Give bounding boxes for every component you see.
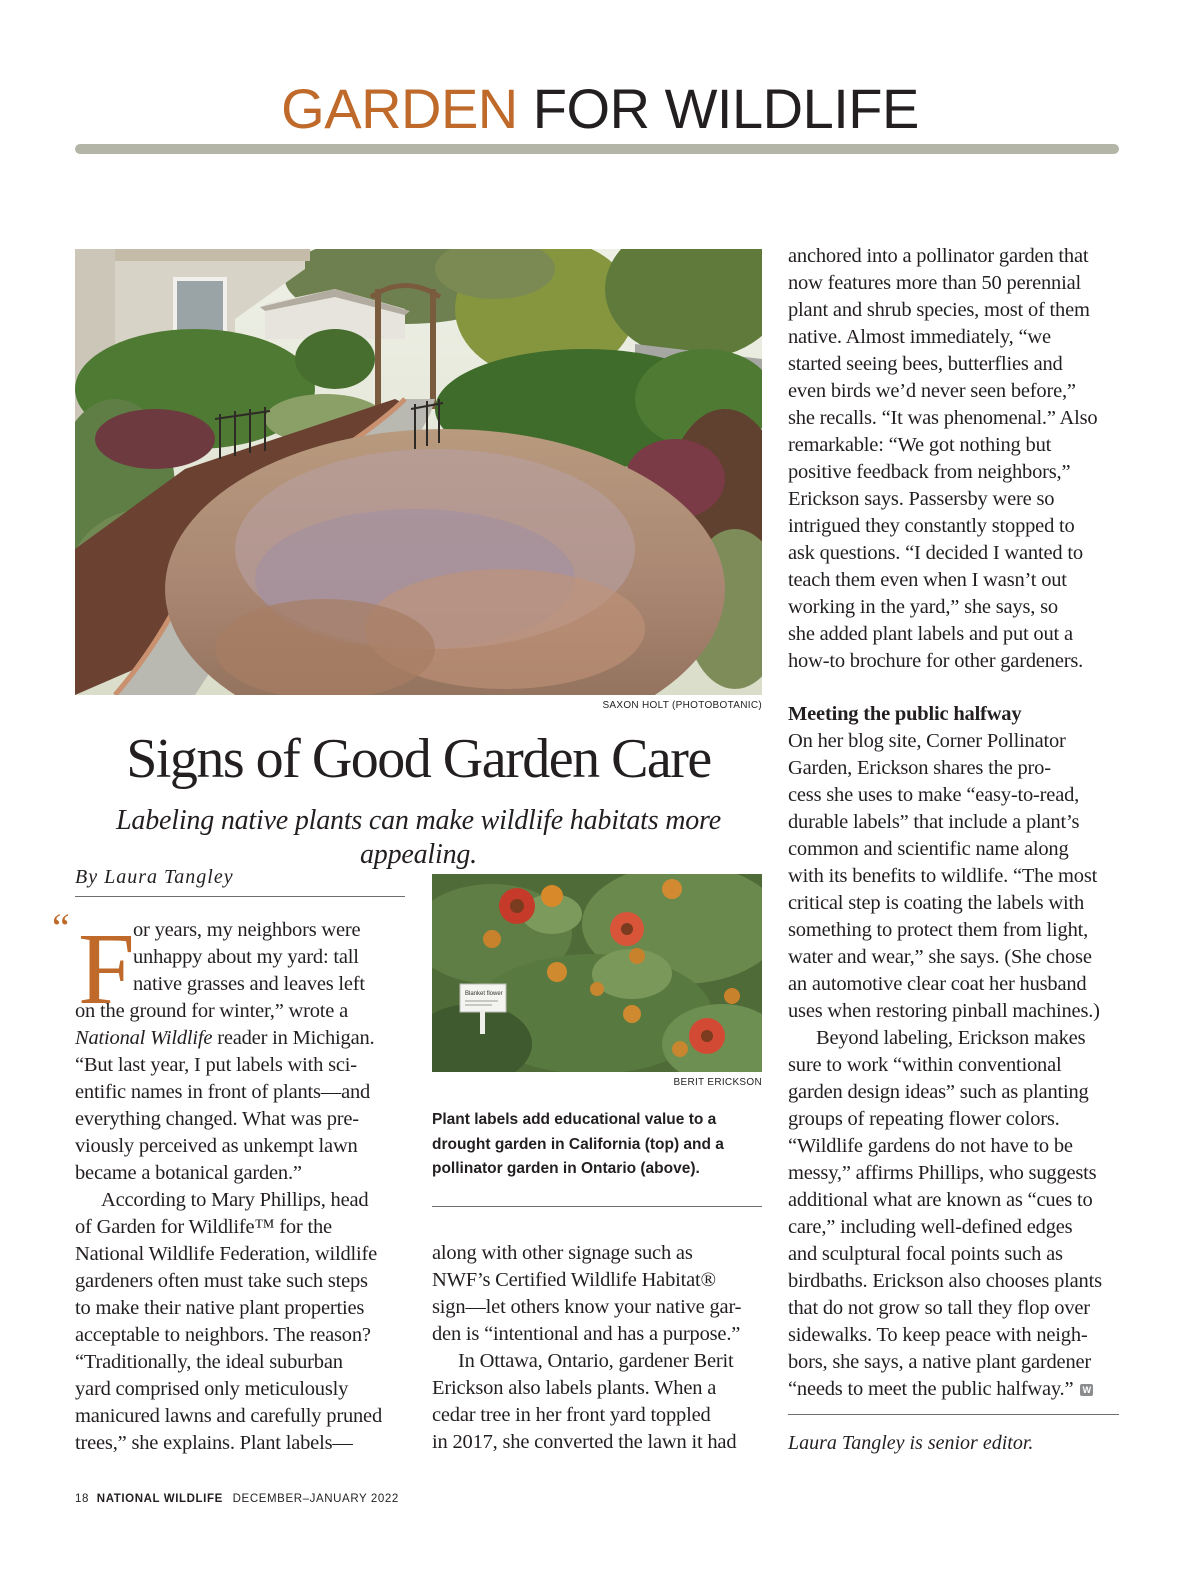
body-line: that do not grow so tall they flop over (788, 1297, 1090, 1319)
byline: By Laura Tangley (75, 866, 234, 888)
body-line: she recalls. “It was phenomenal.” Also (788, 407, 1098, 429)
publication-name: National Wildlife (75, 1027, 213, 1049)
body-line: “Wildlife gardens do not have to be (788, 1135, 1073, 1157)
body-line: sidewalks. To keep peace with neigh- (788, 1324, 1088, 1346)
body-line: ask questions. “I decided I wanted to (788, 542, 1083, 564)
body-line: groups of repeating flower colors. (788, 1108, 1060, 1130)
page-footer (75, 1491, 399, 1507)
body-line: plant and shrub species, most of them (788, 299, 1090, 321)
body-line: everything changed. What was pre- (75, 1108, 359, 1130)
section-header-accent-word: GARDEN (281, 77, 518, 140)
body-line: native. Almost immediately, “we (788, 326, 1051, 348)
body-line: Erickson also labels plants. When a (432, 1377, 717, 1399)
body-line: Beyond labeling, Erickson makes (816, 1027, 1086, 1049)
body-line: cedar tree in her front yard toppled (432, 1404, 711, 1426)
body-line: even birds we’d never seen before,” (788, 380, 1076, 402)
body-line: with its benefits to wildlife. “The most (788, 865, 1098, 887)
body-text: “needs to meet the public halfway.” (788, 1378, 1074, 1400)
body-line: additional what are known as “cues to (788, 1189, 1093, 1211)
body-line: on the ground for winter,” wrote a (75, 1000, 349, 1022)
garden-photo-california (75, 249, 762, 695)
body-line: sign—let others know your native gar- (432, 1296, 742, 1318)
body-line: anchored into a pollinator garden that (788, 245, 1089, 267)
caption-line: pollinator garden in Ontario (above). (432, 1160, 700, 1177)
drop-cap: F (78, 913, 135, 1026)
body-line: bors, she says, a native plant gardener (788, 1351, 1092, 1373)
body-line: working in the yard,” she says, so (788, 596, 1058, 618)
body-line: acceptable to neighbors. The reason? (75, 1324, 371, 1346)
bio-divider (788, 1414, 1119, 1415)
body-line: or years, my neighbors were (133, 919, 361, 941)
body-line: common and scientific name along (788, 838, 1069, 860)
body-line: yard comprised only meticulously (75, 1378, 349, 1400)
issue-date: DECEMBER–JANUARY 2022 (232, 1493, 399, 1505)
body-line: manicured lawns and carefully pruned (75, 1405, 383, 1427)
body-line: water and wear,” she says. (She chose (788, 946, 1092, 968)
body-line: she added plant labels and put out a (788, 623, 1073, 645)
caption-line: drought garden in California (top) and a (432, 1135, 724, 1153)
magazine-name: NATIONAL WILDLIFE (96, 1493, 223, 1505)
byline-divider (75, 896, 405, 897)
plant-label-text: Blanket flower (465, 991, 503, 997)
body-line: intrigued they constantly stopped to (788, 515, 1075, 537)
body-line (75, 1025, 415, 1052)
end-mark-icon: W (1080, 1384, 1093, 1396)
body-line: of Garden for Wildlife™ for the (75, 1216, 332, 1238)
body-line: birdbaths. Erickson also chooses plants (788, 1270, 1102, 1292)
body-line: native grasses and leaves left (133, 973, 365, 995)
photo-credit-bottom: BERIT ERICKSON (673, 1077, 762, 1088)
body-line: sure to work “within conventional (788, 1054, 1062, 1076)
body-line: durable labels” that include a plant’s (788, 811, 1080, 833)
section-header-word: FOR WILDLIFE (517, 77, 919, 140)
body-line: and sculptural focal points such as (788, 1243, 1063, 1265)
body-line: den is “intentional and has a purpose.” (432, 1323, 741, 1345)
author-bio: Laura Tangley is senior editor. (788, 1432, 1034, 1454)
drop-quote-mark: “ (52, 905, 70, 950)
body-line: entific names in front of plants—and (75, 1081, 371, 1103)
caption-divider (432, 1206, 762, 1207)
body-line: in 2017, she converted the lawn it had (432, 1431, 737, 1453)
header-divider (75, 144, 1119, 154)
body-line: NWF’s Certified Wildlife Habitat® (432, 1269, 716, 1291)
garden-photo-ontario (432, 874, 762, 1072)
body-line: now features more than 50 perennial (788, 272, 1081, 294)
body-line (788, 1376, 1128, 1403)
section-header (0, 78, 1200, 140)
body-line: positive feedback from neighbors,” (788, 461, 1071, 483)
body-line: remarkable: “We got nothing but (788, 434, 1052, 456)
body-line: viously perceived as unkempt lawn (75, 1135, 358, 1157)
article-headline: Signs of Good Garden Care (126, 728, 711, 790)
body-column-3 (788, 243, 1128, 675)
body-column-1 (75, 913, 415, 1457)
body-line: cess she uses to make “easy-to-read, (788, 784, 1080, 806)
body-line: messy,” affirms Phillips, who suggests (788, 1162, 1097, 1184)
body-line: an automotive clear coat her husband (788, 973, 1087, 995)
body-line: According to Mary Phillips, head (101, 1189, 369, 1211)
body-line: National Wildlife Federation, wildlife (75, 1243, 378, 1265)
body-line: unhappy about my yard: tall (133, 946, 359, 968)
body-line: Garden, Erickson shares the pro- (788, 757, 1051, 779)
body-line: care,” including well-defined edges (788, 1216, 1073, 1238)
body-line: became a botanical garden.” (75, 1162, 302, 1184)
photo-caption (432, 1108, 762, 1182)
body-line: Erickson says. Passersby were so (788, 488, 1055, 510)
photo-credit-top: SAXON HOLT (PHOTOBOTANIC) (602, 700, 762, 711)
subhead (788, 701, 1128, 728)
body-line: “Traditionally, the ideal suburban (75, 1351, 343, 1373)
body-line: along with other signage such as (432, 1242, 693, 1264)
body-line: gardeners often must take such steps (75, 1270, 368, 1292)
body-line: garden design ideas” such as planting (788, 1081, 1089, 1103)
body-line: something to protect them from light, (788, 919, 1089, 941)
body-line: started seeing bees, butterflies and (788, 353, 1063, 375)
page-number: 18 (75, 1493, 89, 1505)
body-line: “But last year, I put labels with sci- (75, 1054, 357, 1076)
article-deck: Labeling native plants can make wildlife habitats more appealing. (116, 805, 721, 870)
body-line: teach them even when I wasn’t out (788, 569, 1067, 591)
caption-line: Plant labels add educational value to a (432, 1111, 717, 1128)
body-line: In Ottawa, Ontario, gardener Berit (458, 1350, 734, 1372)
body-column-2 (432, 1240, 772, 1456)
body-line: to make their native plant properties (75, 1297, 365, 1319)
body-line: On her blog site, Corner Pollinator (788, 730, 1066, 752)
body-line: trees,” she explains. Plant labels— (75, 1432, 353, 1454)
body-line: how-to brochure for other gardeners. (788, 650, 1084, 672)
body-line: critical step is coating the labels with (788, 892, 1084, 914)
subhead-text: Meeting the public halfway (788, 703, 1022, 725)
body-line: uses when restoring pinball machines.) (788, 1000, 1100, 1022)
body-column-3-continued (788, 701, 1128, 1403)
body-text: reader in Michigan. (212, 1027, 375, 1049)
